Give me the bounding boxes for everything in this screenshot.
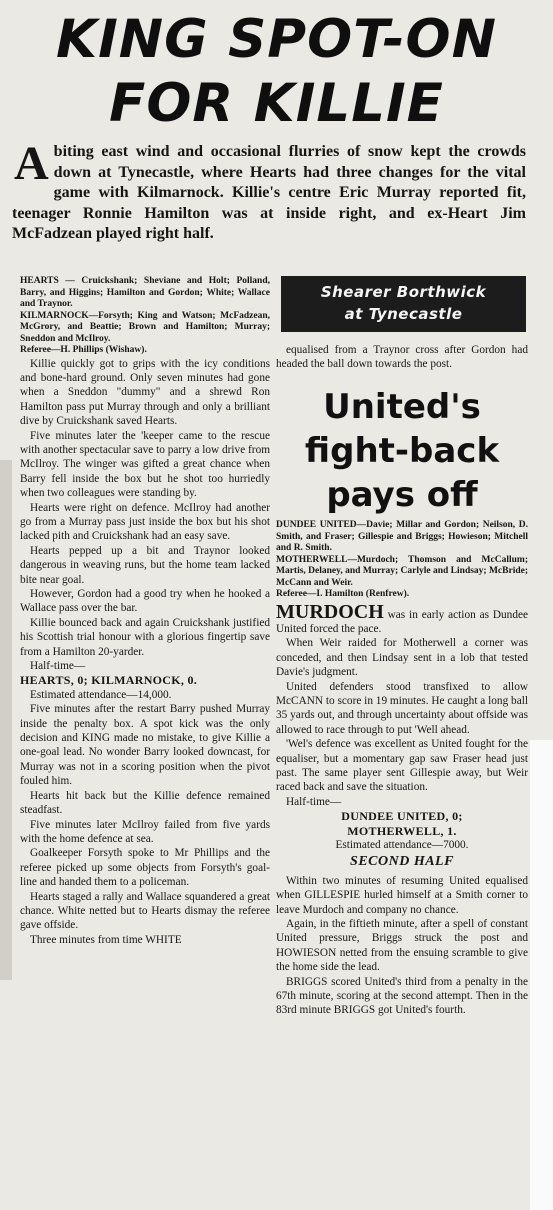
hearts-report-continuation	[276, 343, 528, 372]
half-time-label: Half-time—	[30, 660, 86, 673]
report-paragraph: BRIGGS scored United's third from a penalty in the 67th minute, scoring at the second attempt. Then in the 83rd minute BRIGGS got United's fourth.	[276, 975, 528, 1017]
headline2-line-3: pays off	[326, 475, 478, 515]
report-paragraph	[276, 600, 528, 637]
byline-box	[281, 276, 526, 332]
lineup-dundee-united: DUNDEE UNITED—Davie; Millar and Gordon; Neilson, D. Smith, and Fraser; Gillespie and Briggs; Howieson; Mitchell and R. Smith.	[276, 520, 528, 553]
attendance-line: Estimated attendance—7000.	[335, 839, 469, 851]
byline-author: Shearer Borthwick	[320, 283, 487, 301]
headline2-line-1: United's	[323, 387, 481, 427]
hearts-report-column	[20, 276, 270, 947]
half-time-label: Half-time—	[286, 795, 342, 808]
report-paragraph: United defenders stood transfixed to allow McCANN to score in 19 minutes. He caught a long ball 35 yards out, and through uncertainty about offside was allowed to race through to put 'Well ahead.	[276, 680, 528, 736]
attendance-line: Estimated attendance—14,000.	[30, 688, 172, 701]
report-paragraph: Within two minutes of resuming United equalised when GILLESPIE hurled himself at a Smith corner to leave Murdoch and company no chance.	[276, 874, 528, 916]
report-paragraph: equalised from a Traynor cross after Gordon had headed the ball down towards the post.	[276, 344, 528, 371]
report-paragraph: Hearts staged a rally and Wallace squandered a great chance. White netted but to Hearts dismay the referee gave offside.	[20, 890, 270, 932]
report-paragraph: Killie bounced back and again Cruickshank justified his Scottish trial honour with a glorious fingertip save from a Hamilton 20-yarder.	[20, 616, 270, 658]
intro-text: biting east wind and occasional flurries of snow kept the crowds down at Tynecastle, where Hearts had three changes for the vital game with Kilmarnock. Killie's centre Eric Murray reported fit, teenager Ronnie Hamilton was at inside right, and ex-Heart Jim McFadzean played right half.	[12, 143, 526, 242]
lead-text: was in early action as Dundee United forced the pace.	[276, 608, 528, 635]
main-headline	[0, 0, 553, 136]
second-headline	[276, 385, 528, 517]
referee-line: Referee—H. Phillips (Wishaw).	[20, 345, 147, 355]
report-paragraph: When Weir raided for Motherwell a corner was conceded, and then Lindsay sent in a lob that tested Davie's judgment.	[276, 637, 528, 679]
dundee-report-column	[276, 520, 528, 1018]
report-paragraph: Hearts hit back but the Killie defence remained steadfast.	[20, 789, 270, 817]
report-paragraph: Five minutes later the 'keeper came to the rescue with another spectacular save to parry a low drive from McIlroy. The winger was gifted a great chance when Barry fell inside the box but he shot too hurriedly when two colleagues were standing by.	[20, 429, 271, 500]
referee-line: Referee—I. Hamilton (Renfrew).	[276, 589, 410, 599]
report-paragraph: Three minutes from time WHITE	[30, 933, 182, 946]
report-paragraph: Goalkeeper Forsyth spoke to Mr Phillips and the referee picked up some objects from Forsyth's goal-line and handed them to a policeman.	[20, 847, 270, 889]
lineup-kilmarnock: KILMARNOCK—Forsyth; King and Watson; McFadzean, McGrory, and Beattie; Brown and Hamilton; Murray; Sneddon and McIlroy.	[20, 310, 270, 344]
report-paragraph: Again, in the fiftieth minute, after a spell of constant United pressure, Briggs struck the post and HOWIESON netted from the ensuing scramble to give the home side the lead.	[276, 918, 528, 974]
half-time-score: HEARTS, 0; KILMARNOCK, 0.	[20, 673, 198, 688]
second-half-subhead: SECOND HALF	[350, 854, 454, 870]
lineup-hearts: HEARTS — Cruickshank; Sheviane and Holt; Polland, Barry, and Higgins; Hamilton and Gordon; White; Wallace and Traynor.	[20, 276, 270, 309]
adjacent-column-fragment	[0, 460, 12, 980]
report-paragraph: 'Wel's defence was excellent as United fought for the equaliser, but a momentary gap saw Fraser head just past. The same player sent Gillespie away, but Weir raced back and save the situation.	[276, 738, 528, 794]
blank-margin	[530, 740, 553, 1210]
headline-line-2: FOR KILLIE	[109, 73, 444, 134]
byline-location: at Tynecastle	[344, 305, 463, 323]
score-line-2: MOTHERWELL, 1.	[347, 823, 457, 838]
report-paragraph: Five minutes after the restart Barry pushed Murray inside the penalty box. A spot kick was the only decision and KING made no mistake, to give Killie a one-goal lead. No wonder Barry looked downcast, for Murray was not in a scoring position when the pivot fouled him.	[20, 703, 270, 788]
headline2-line-2: fight-back	[304, 431, 500, 471]
report-paragraph: Killie quickly got to grips with the icy conditions and bone-hard ground. Only seven minutes had gone when a Sneddon "dummy" and a shrewd Ron Hamilton pass put Murray through and only a brilliant dive by Cruickshank saved Hearts.	[20, 357, 270, 428]
headline-line-1: KING SPOT-ON	[56, 9, 497, 70]
report-paragraph: Hearts pepped up a bit and Traynor looked dangerous in weaving runs, but the home team lacked bite near goal.	[20, 544, 270, 586]
report-paragraph: However, Gordon had a good try when he hooked a Wallace pass over the bar.	[20, 588, 270, 615]
report-paragraph: Five minutes later McIlroy failed from five yards with the home defence at sea.	[20, 818, 270, 845]
lead-word: MURDOCH	[276, 600, 384, 623]
report-paragraph: Hearts were right on defence. McIlroy had another go from a Murray pass just inside the box but his shot lacked pith and Cruickshank had an easy save.	[20, 501, 270, 543]
score-line-1: DUNDEE UNITED, 0;	[341, 809, 463, 824]
lineup-motherwell: MOTHERWELL—Murdoch; Thomson and McCallum; Martis, Delaney, and Murray; Carlyle and Lindsay; McBride; McCann and Weir.	[276, 554, 528, 588]
intro-dropcap: A	[14, 137, 49, 190]
intro-paragraph	[12, 137, 526, 245]
